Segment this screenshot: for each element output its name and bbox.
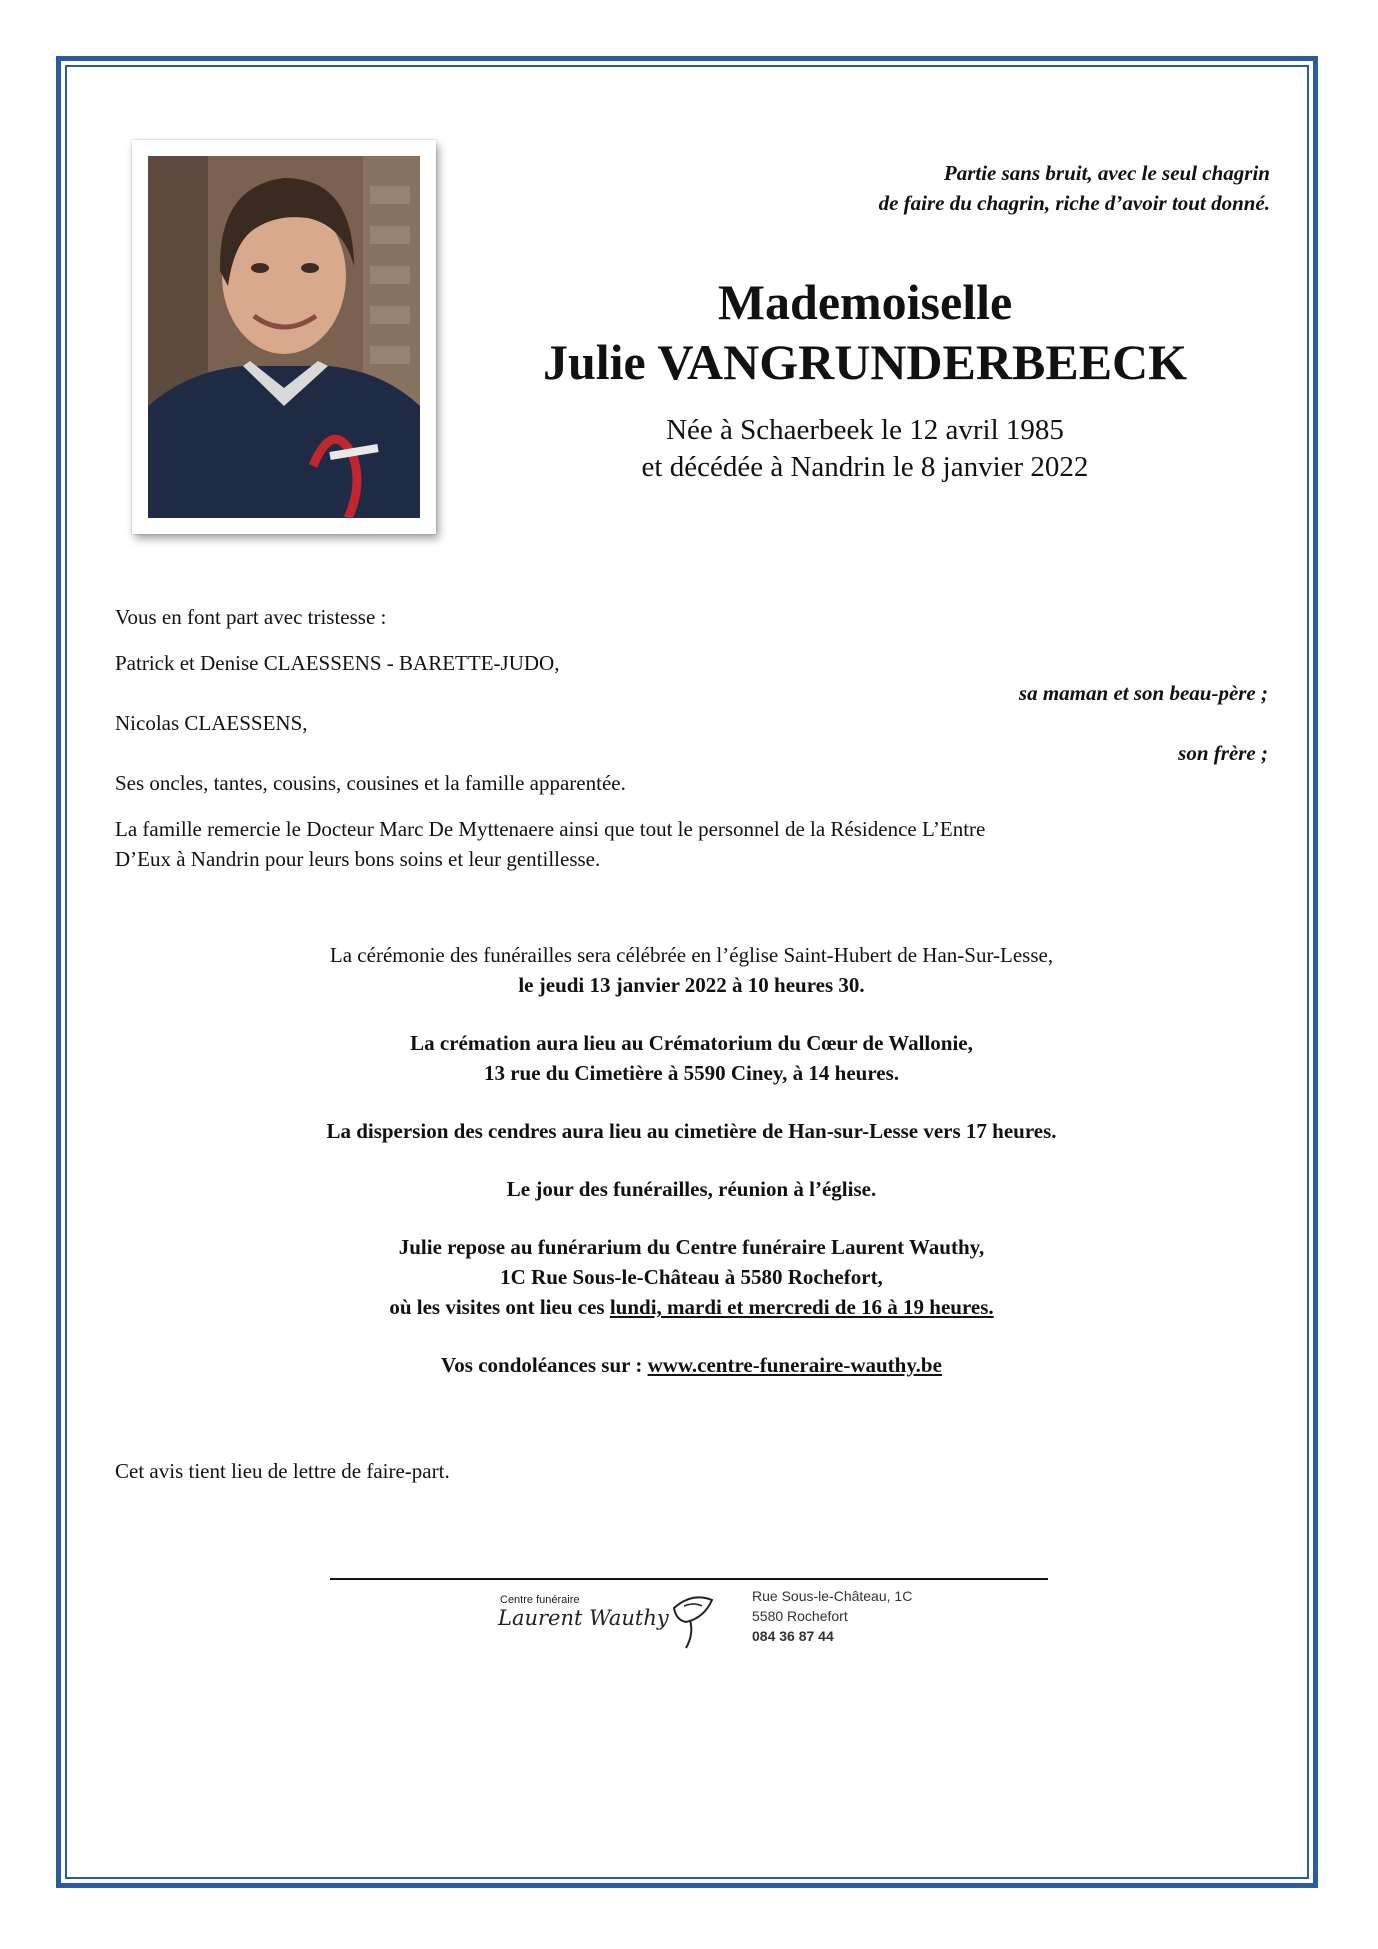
- funeral-home-footer: [492, 1586, 932, 1648]
- portrait-frame: [132, 140, 436, 534]
- dispersion-paragraph: La dispersion des cendres aura lieu au cimetière de Han-sur-Lesse vers 17 heures.: [326, 1119, 1057, 1143]
- portrait-photo: [148, 156, 420, 518]
- thanks-line-2: D’Eux à Nandrin pour leurs bons soins et leur gentillesse.: [115, 847, 601, 871]
- condolences-label: Vos condoléances sur :: [441, 1353, 648, 1377]
- rest-line-2: 1C Rue Sous-le-Château à 5580 Rochefort,: [500, 1265, 883, 1289]
- logo-caption: Centre funéraire: [500, 1594, 580, 1606]
- cremation-paragraph: [115, 1028, 1268, 1088]
- church-line-2: le jeudi 13 janvier 2022 à 10 heures 30.: [518, 973, 865, 997]
- cremation-line-2: 13 rue du Cimetière à 5590 Ciney, à 14 heures.: [483, 1061, 900, 1085]
- meeting-paragraph: Le jour des funérailles, réunion à l’église.: [506, 1177, 877, 1201]
- family-member-relation: sa maman et son beau-père ;: [1018, 681, 1268, 705]
- footer-divider: [330, 1578, 1048, 1580]
- deceased-name: Julie VANGRUNDERBEECK: [542, 334, 1188, 390]
- thanks-line-1: La famille remercie le Docteur Marc De Myttenaere ainsi que tout le personnel de la Résidence L’Entre: [115, 817, 986, 841]
- epitaph-quote: [570, 158, 1270, 218]
- death-line: et décédée à Nandrin le 8 janvier 2022: [641, 451, 1089, 483]
- ceremony-details: [115, 940, 1268, 1408]
- logo-wordmark: Laurent Wauthy: [498, 1606, 669, 1630]
- visits-prefix: où les visites ont lieu ces: [389, 1295, 610, 1319]
- rest-line-3: [115, 1292, 1268, 1322]
- birth-line: Née à Schaerbeek le 12 avril 1985: [666, 414, 1064, 446]
- condolences-link[interactable]: www.centre-funeraire-wauthy.be: [647, 1353, 942, 1377]
- closing-note: Cet avis tient lieu de lettre de faire-part.: [115, 1459, 450, 1483]
- deceased-header: [470, 272, 1260, 486]
- address-line-1: Rue Sous-le-Château, 1C: [752, 1588, 913, 1604]
- rest-line-1: Julie repose au funérarium du Centre funéraire Laurent Wauthy,: [398, 1235, 985, 1259]
- quote-line-2: de faire du chagrin, riche d’avoir tout donné.: [878, 191, 1270, 215]
- quote-line-1: Partie sans bruit, avec le seul chagrin: [943, 161, 1270, 185]
- condolences-paragraph: [115, 1350, 1268, 1380]
- calla-lily-icon: [664, 1590, 722, 1650]
- announcement-intro: Vous en font part avec tristesse :: [115, 605, 387, 629]
- address-line-2: 5580 Rochefort: [752, 1608, 848, 1624]
- cremation-line-1: La crémation aura lieu au Crématorium du Cœur de Wallonie,: [410, 1031, 973, 1055]
- extended-family: Ses oncles, tantes, cousins, cousines et la famille apparentée.: [115, 771, 626, 795]
- life-dates: [470, 412, 1260, 486]
- funeral-home-address: [752, 1586, 912, 1646]
- rest-paragraph: [115, 1232, 1268, 1322]
- honorific: Mademoiselle: [717, 274, 1013, 330]
- family-member-relation: son frère ;: [1178, 741, 1268, 765]
- church-line-1: La cérémonie des funérailles sera célébrée en l’église Saint-Hubert de Han-Sur-Lesse,: [329, 943, 1054, 967]
- family-member-name: Nicolas CLAESSENS,: [115, 711, 308, 735]
- visits-schedule: lundi, mardi et mercredi de 16 à 19 heures.: [609, 1295, 994, 1319]
- phone-number: 084 36 87 44: [752, 1628, 834, 1644]
- family-member-name: Patrick et Denise CLAESSENS - BARETTE-JUDO,: [115, 651, 560, 675]
- church-paragraph: [115, 940, 1268, 1000]
- announcement: [115, 602, 1268, 874]
